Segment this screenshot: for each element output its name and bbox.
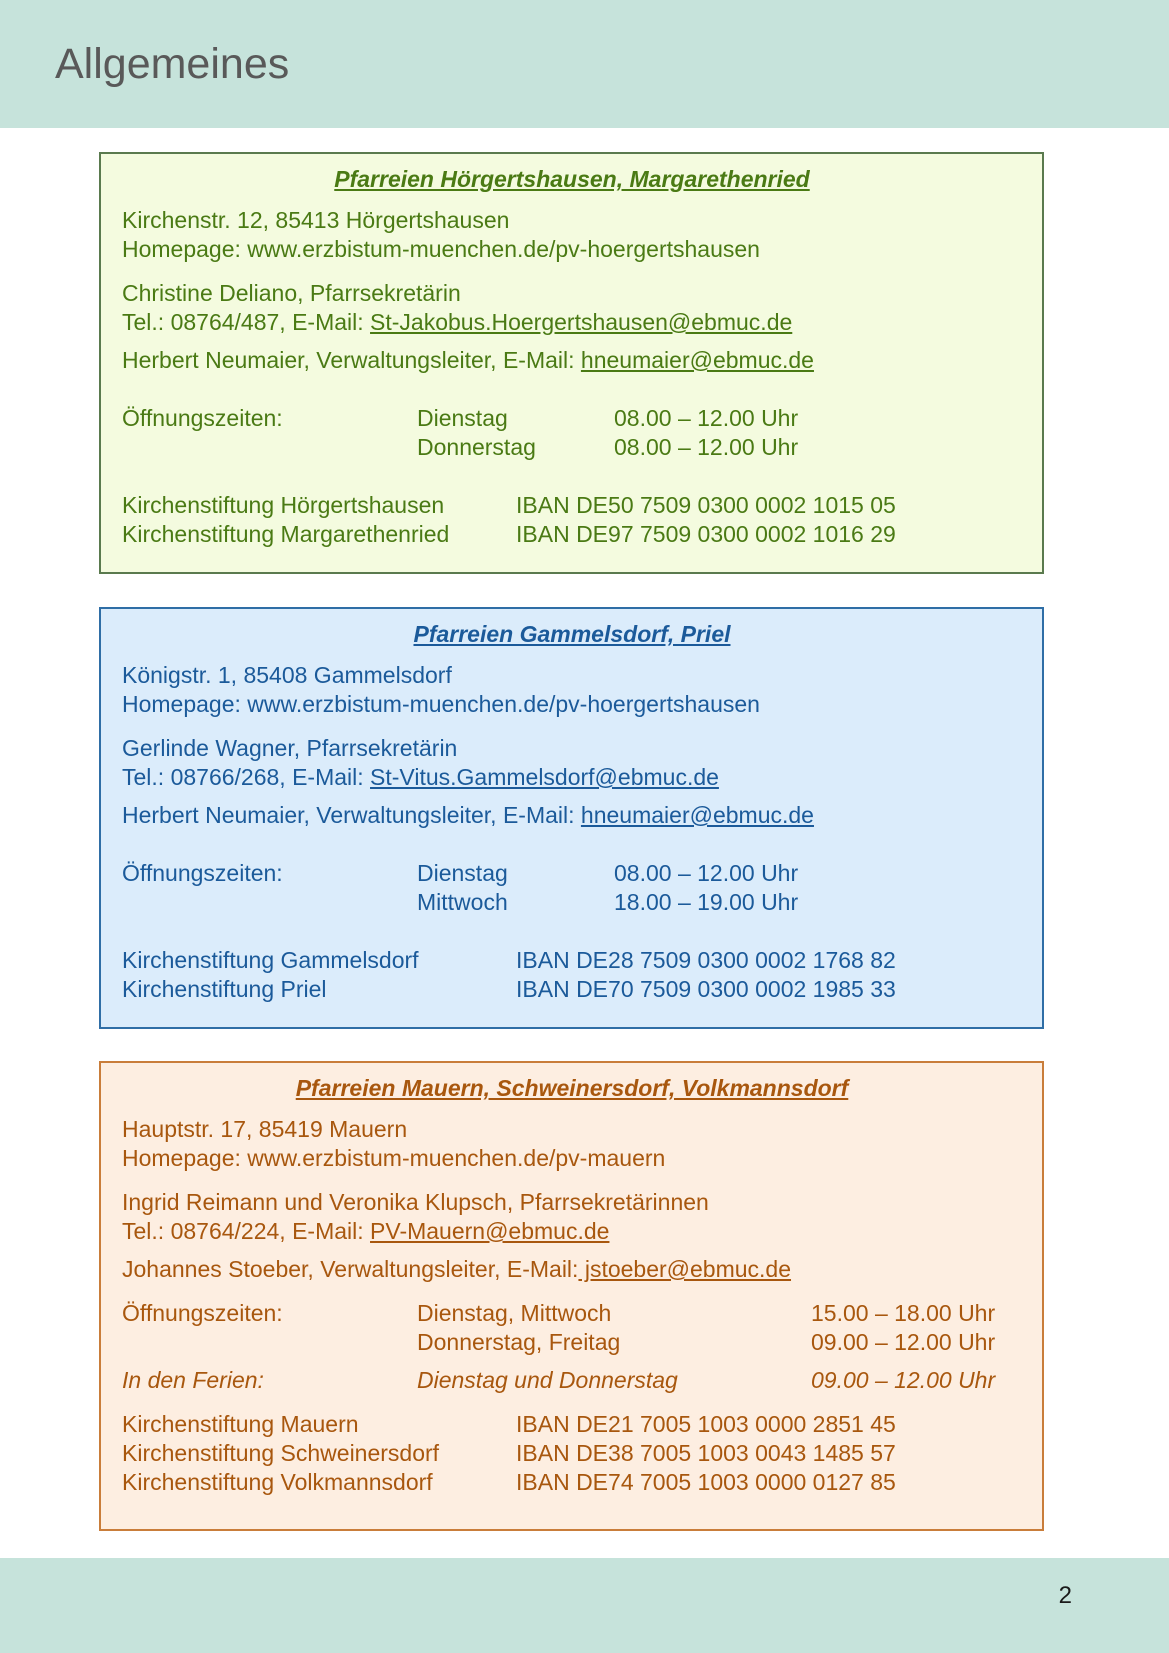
hours-row <box>122 859 1022 888</box>
hours-row <box>122 888 1022 917</box>
admin-line <box>122 801 1022 830</box>
secretary: Christine Deliano, Pfarrsekretärin <box>122 280 461 306</box>
email-link[interactable]: St-Vitus.Gammelsdorf@ebmuc.de <box>370 764 719 790</box>
hours-label: Öffnungszeiten: <box>122 405 283 431</box>
hours-day: Dienstag, Mittwoch <box>417 1300 612 1326</box>
contact-line <box>122 763 1022 792</box>
account-row <box>122 1468 1022 1497</box>
secretary: Gerlinde Wagner, Pfarrsekretärin <box>122 735 458 761</box>
hours-time: 15.00 – 18.00 Uhr <box>811 1300 996 1326</box>
admin-email-link[interactable]: hneumaier@ebmuc.de <box>580 347 814 373</box>
contact-line <box>122 308 1022 337</box>
account-row <box>122 520 1022 549</box>
tel-text: Tel.: 08766/268, E-Mail: <box>122 764 371 790</box>
box-title: Pfarreien Mauern, Schweinersdorf, Volkmannsdorf <box>295 1075 849 1101</box>
secretary: Ingrid Reimann und Veronika Klupsch, Pfarrsekretärinnen <box>122 1189 709 1215</box>
homepage: Homepage: www.erzbistum-muenchen.de/pv-hoergertshausen <box>122 691 760 717</box>
account-iban: IBAN DE28 7509 0300 0002 1768 82 <box>516 947 896 973</box>
address: Hauptstr. 17, 85419 Mauern <box>122 1116 408 1142</box>
admin-text: Herbert Neumaier, Verwaltungsleiter, E-Mail: <box>122 347 581 373</box>
account-name: Kirchenstiftung Margarethenried <box>122 521 450 547</box>
admin-text: Johannes Stoeber, Verwaltungsleiter, E-Mail: <box>122 1256 579 1282</box>
address: Kirchenstr. 12, 85413 Hörgertshausen <box>122 207 510 233</box>
hours-day: Donnerstag, Freitag <box>417 1329 621 1355</box>
hours-time: 08.00 – 12.00 Uhr <box>614 405 799 431</box>
hours-row <box>122 1328 1022 1357</box>
hours-day: Mittwoch <box>417 889 508 915</box>
account-iban: IBAN DE50 7509 0300 0002 1015 05 <box>516 492 896 518</box>
tel-text: Tel.: 08764/224, E-Mail: <box>122 1218 371 1244</box>
page-header <box>0 0 1169 128</box>
admin-line <box>122 346 1022 375</box>
parish-box-hoergertshausen <box>99 152 1044 574</box>
holiday-hours-row <box>122 1366 1022 1395</box>
hours-time: 08.00 – 12.00 Uhr <box>614 860 799 886</box>
page-title: Allgemeines <box>55 40 290 88</box>
account-iban: IBAN DE74 7005 1003 0000 0127 85 <box>516 1469 896 1495</box>
account-name: Kirchenstiftung Hörgertshausen <box>122 492 445 518</box>
account-row <box>122 946 1022 975</box>
box-title: Pfarreien Hörgertshausen, Margarethenried <box>334 166 810 192</box>
account-iban: IBAN DE21 7005 1003 0000 2851 45 <box>516 1411 896 1437</box>
holiday-time: 09.00 – 12.00 Uhr <box>811 1367 996 1393</box>
email-link[interactable]: St-Jakobus.Hoergertshausen@ebmuc.de <box>370 309 793 335</box>
hours-time: 18.00 – 19.00 Uhr <box>614 889 799 915</box>
account-name: Kirchenstiftung Mauern <box>122 1411 359 1437</box>
contact-line <box>122 1217 1022 1246</box>
account-row <box>122 1439 1022 1468</box>
holiday-label: In den Ferien: <box>122 1367 264 1393</box>
hours-time: 08.00 – 12.00 Uhr <box>614 434 799 460</box>
page-number: 2 <box>1058 1582 1072 1609</box>
account-row <box>122 491 1022 520</box>
hours-label: Öffnungszeiten: <box>122 860 283 886</box>
homepage: Homepage: www.erzbistum-muenchen.de/pv-mauern <box>122 1145 666 1171</box>
hours-day: Dienstag <box>417 860 508 886</box>
hours-label: Öffnungszeiten: <box>122 1300 283 1326</box>
account-row <box>122 1410 1022 1439</box>
tel-text: Tel.: 08764/487, E-Mail: <box>122 309 371 335</box>
address: Königstr. 1, 85408 Gammelsdorf <box>122 662 452 688</box>
admin-text: Herbert Neumaier, Verwaltungsleiter, E-Mail: <box>122 802 581 828</box>
hours-day: Dienstag <box>417 405 508 431</box>
account-name: Kirchenstiftung Priel <box>122 976 327 1002</box>
admin-line <box>122 1255 1022 1284</box>
account-iban: IBAN DE70 7509 0300 0002 1985 33 <box>516 976 896 1002</box>
account-row <box>122 975 1022 1004</box>
email-link[interactable]: PV-Mauern@ebmuc.de <box>370 1218 610 1244</box>
parish-box-gammelsdorf <box>99 607 1044 1029</box>
hours-row <box>122 1299 1022 1328</box>
hours-day: Donnerstag <box>417 434 536 460</box>
account-name: Kirchenstiftung Gammelsdorf <box>122 947 419 973</box>
account-name: Kirchenstiftung Volkmannsdorf <box>122 1469 433 1495</box>
account-name: Kirchenstiftung Schweinersdorf <box>122 1440 440 1466</box>
hours-time: 09.00 – 12.00 Uhr <box>811 1329 996 1355</box>
account-iban: IBAN DE38 7005 1003 0043 1485 57 <box>516 1440 896 1466</box>
admin-email-link[interactable]: jstoeber@ebmuc.de <box>578 1256 792 1282</box>
homepage: Homepage: www.erzbistum-muenchen.de/pv-hoergertshausen <box>122 236 760 262</box>
page-footer <box>0 1558 1169 1653</box>
box-title: Pfarreien Gammelsdorf, Priel <box>413 621 731 647</box>
parish-box-mauern <box>99 1061 1044 1531</box>
holiday-day: Dienstag und Donnerstag <box>417 1367 678 1393</box>
account-iban: IBAN DE97 7509 0300 0002 1016 29 <box>516 521 896 547</box>
hours-row <box>122 433 1022 462</box>
hours-row <box>122 404 1022 433</box>
admin-email-link[interactable]: hneumaier@ebmuc.de <box>580 802 814 828</box>
